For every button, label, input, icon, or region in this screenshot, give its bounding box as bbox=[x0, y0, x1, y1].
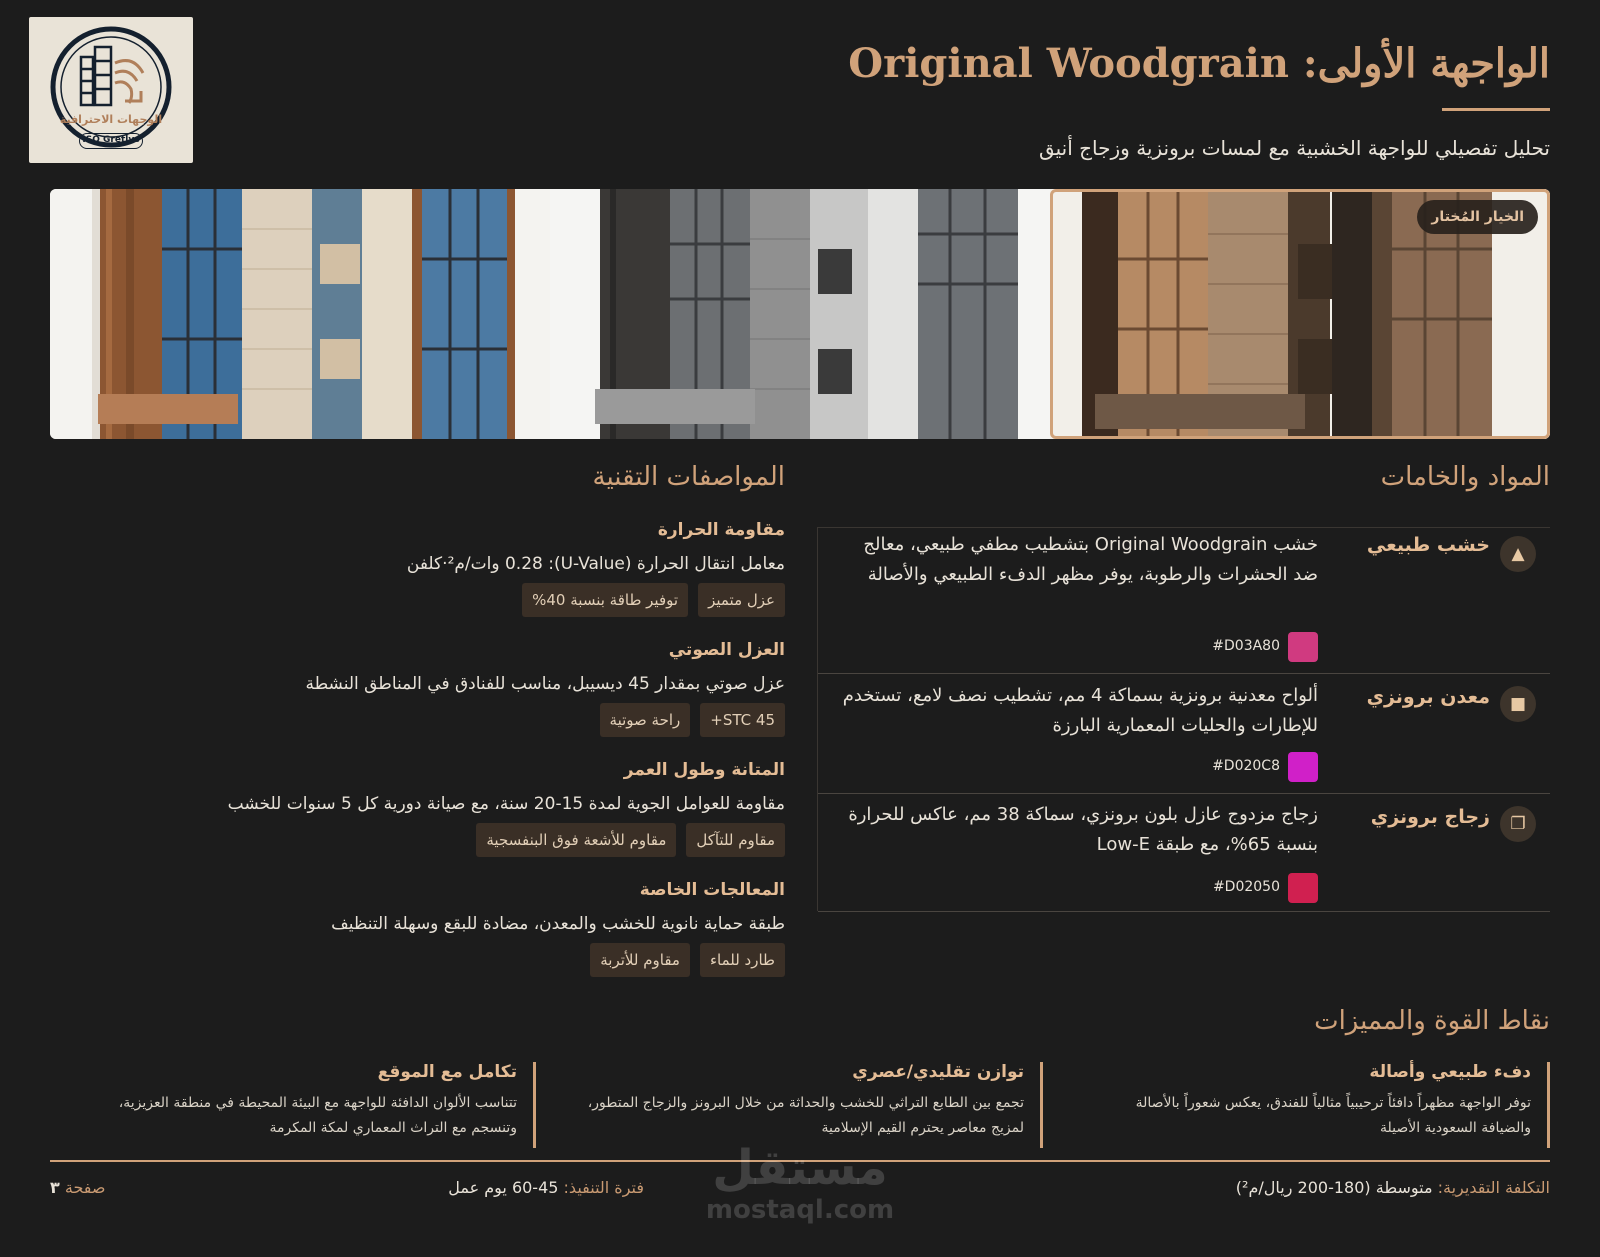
color-hex: #D020C8 bbox=[1212, 758, 1280, 774]
spec-tag: مقاوم للأشعة فوق البنفسجية bbox=[476, 823, 676, 857]
spec-tags bbox=[228, 823, 785, 857]
facade-option-woodgrain-blue[interactable] bbox=[50, 189, 550, 439]
facade-option-dark-grey[interactable] bbox=[550, 189, 1050, 439]
strengths-heading: نقاط القوة والمميزات bbox=[1314, 1006, 1550, 1036]
spec-text: معامل انتقال الحرارة (U-Value): 0.28 وات/م²·كلفن bbox=[406, 554, 785, 574]
page-subtitle: تحليل تفصيلي للواجهة الخشبية مع لمسات برونزية وزجاج أنيق bbox=[1038, 136, 1550, 160]
spec-title: العزل الصوتي bbox=[668, 640, 785, 660]
material-item-bronze-glass bbox=[818, 794, 1550, 912]
strength-title: توازن تقليدي/عصري bbox=[852, 1062, 1024, 1082]
tree-icon: ▲ bbox=[1500, 536, 1536, 572]
duration-label: فترة التنفيذ: bbox=[563, 1178, 644, 1197]
facade-gallery bbox=[50, 189, 1550, 439]
color-hex: #D02050 bbox=[1212, 879, 1280, 895]
spec-title: المتانة وطول العمر bbox=[623, 760, 785, 780]
strength-text: توفر الواجهة مظهراً دافئاً ترحيبياً مثالياً للفندق، يعكس شعوراً بالأصالة والضيافة السعودية الأصيلة bbox=[1135, 1095, 1531, 1136]
page-title: الواجهة الأولى: Original Woodgrain bbox=[848, 40, 1550, 87]
spec-title: مقاومة الحرارة bbox=[657, 520, 785, 540]
spec-tags bbox=[407, 583, 785, 617]
spec-treatments bbox=[331, 880, 785, 977]
spec-text: مقاومة للعوامل الجوية لمدة 15-20 سنة، مع صيانة دورية كل 5 سنوات للخشب bbox=[227, 794, 785, 814]
color-swatch bbox=[1288, 632, 1318, 662]
spec-thermal bbox=[407, 520, 785, 617]
watermark-arabic: مستقل bbox=[712, 1140, 888, 1196]
strength-title: تكامل مع الموقع bbox=[377, 1062, 517, 1082]
spec-tag: عزل متميز bbox=[698, 583, 785, 617]
strength-item bbox=[86, 1062, 536, 1148]
duration-value: 45-60 يوم عمل bbox=[448, 1178, 559, 1197]
material-name: زجاج برونزي bbox=[1370, 806, 1490, 828]
cost-value: متوسطة (180-200 ريال/م²) bbox=[1235, 1178, 1433, 1197]
spec-text: عزل صوتي بمقدار 45 ديسيبل، مناسب للفنادق في المناطق النشطة bbox=[305, 674, 785, 694]
cost-label: التكلفة التقديرية: bbox=[1437, 1178, 1550, 1197]
footer-duration bbox=[448, 1178, 644, 1197]
spec-text: طبقة حماية نانوية للخشب والمعدن، مضادة للبقع وسهلة التنظيف bbox=[331, 914, 785, 934]
spec-tag: راحة صوتية bbox=[600, 703, 691, 737]
logo-iso-badge: ISO Gretlys bbox=[79, 133, 143, 149]
spec-tag: مقاوم للتآكل bbox=[686, 823, 785, 857]
title-underline bbox=[1442, 108, 1550, 111]
spec-tag: طارد للماء bbox=[700, 943, 785, 977]
watermark bbox=[700, 1140, 900, 1224]
material-description: خشب Original Woodgrain بتشطيب مطفي طبيعي، معالج ضد الحشرات والرطوبة، يوفر مظهر الدفء الطبيعي والأصالة bbox=[863, 534, 1318, 585]
color-swatch bbox=[1288, 752, 1318, 782]
strength-title: دفء طبيعي وأصالة bbox=[1369, 1062, 1531, 1082]
spec-title: المعالجات الخاصة bbox=[639, 880, 785, 900]
spec-tags bbox=[331, 943, 785, 977]
logo-arabic-text: الوجهات الاحترافية bbox=[59, 113, 163, 126]
spec-tag: توفير طاقة بنسبة 40% bbox=[522, 583, 688, 617]
color-hex: #D03A80 bbox=[1212, 638, 1280, 654]
strength-text: تجمع بين الطابع التراثي للخشب والحداثة من خلال البرونز والزجاج المتطور، لمزيج معاصر يحترم القيم الإسلامية bbox=[587, 1095, 1024, 1136]
material-description: زجاج مزدوج عازل بلون برونزي، سماكة 38 مم، عاكس للحرارة بنسبة 65%، مع طبقة Low-E bbox=[848, 804, 1318, 855]
footer-cost bbox=[1236, 1178, 1550, 1197]
material-name: خشب طبيعي bbox=[1366, 534, 1490, 556]
material-name: معدن برونزي bbox=[1366, 686, 1490, 708]
watermark-latin: mostaql.com bbox=[705, 1195, 895, 1225]
chosen-badge: الخيار المُختار bbox=[1417, 200, 1538, 234]
page-number bbox=[50, 1178, 105, 1197]
color-swatch bbox=[1288, 873, 1318, 903]
spec-acoustic bbox=[305, 640, 785, 737]
material-item-wood bbox=[818, 528, 1550, 674]
materials-list bbox=[817, 527, 1550, 911]
spec-tags bbox=[305, 703, 785, 737]
spec-durability bbox=[228, 760, 785, 857]
materials-heading: المواد والخامات bbox=[1380, 462, 1550, 492]
specs-heading: المواصفات التقنية bbox=[592, 462, 785, 492]
square-icon: ■ bbox=[1500, 686, 1536, 722]
layers-icon: ❐ bbox=[1500, 806, 1536, 842]
company-logo bbox=[29, 17, 193, 163]
spec-tag: STC 45+ bbox=[700, 703, 785, 737]
strength-item bbox=[565, 1062, 1043, 1148]
page-label: صفحة bbox=[64, 1178, 106, 1197]
page-number-value: ٣ bbox=[50, 1178, 60, 1197]
spec-tag: مقاوم للأتربة bbox=[590, 943, 690, 977]
strength-text: تتناسب الألوان الدافئة للواجهة مع البيئة المحيطة في منطقة العزيزية، وتنسجم مع التراث المعماري لمكة المكرمة bbox=[118, 1095, 517, 1136]
material-description: ألواح معدنية برونزية بسماكة 4 مم، تشطيب نصف لامع، تستخدم للإطارات والحليات المعمارية البارزة bbox=[842, 685, 1318, 736]
material-item-bronze-metal bbox=[818, 674, 1550, 794]
strength-item bbox=[1092, 1062, 1550, 1148]
